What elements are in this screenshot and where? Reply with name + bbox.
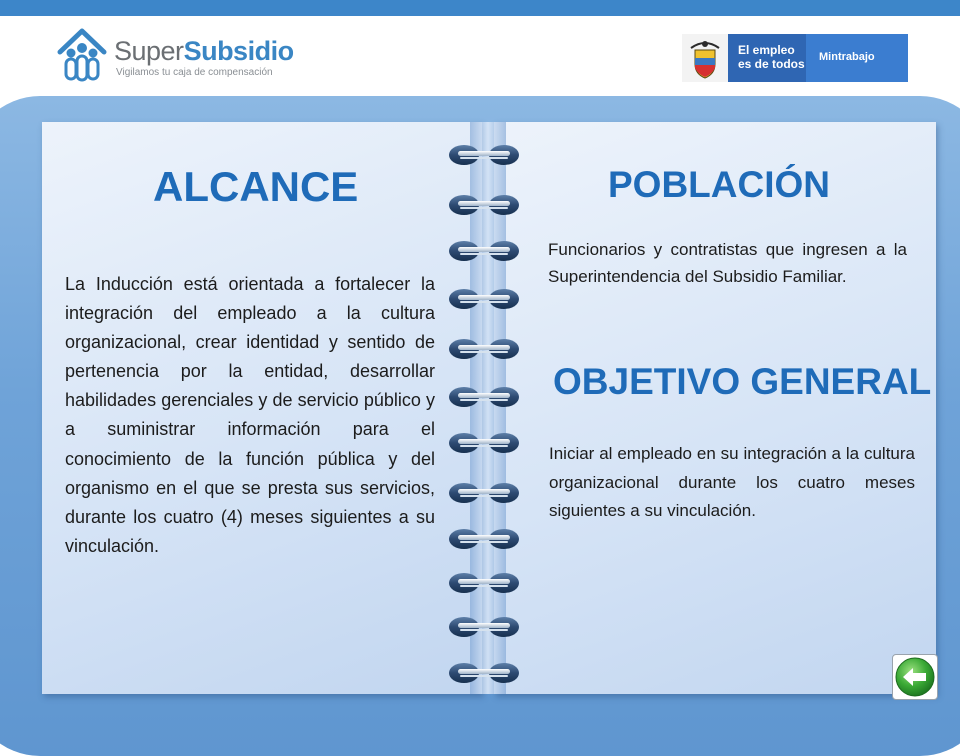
badge-slogan-line2: es de todos bbox=[738, 57, 805, 71]
spiral-ring bbox=[444, 478, 524, 508]
alcance-text: La Inducción está orientada a fortalecer la integración del empleado a la cultura organizacional, crear identidad y sentido de pertenencia por la entidad, desarrollar habilidades gerenciales y de servicio público y a suministrar información para el conocimiento de la función pública y del organismo en el que se presta sus servicios, durante los cuatro (4) meses siguientes a su vinculación. bbox=[65, 274, 435, 556]
spiral-ring bbox=[444, 612, 524, 642]
government-badge bbox=[682, 34, 908, 82]
logo-name-part1: Super bbox=[114, 36, 184, 66]
spiral-ring bbox=[444, 382, 524, 412]
spiral-ring bbox=[444, 236, 524, 266]
back-arrow-icon bbox=[893, 655, 937, 699]
right-page bbox=[494, 122, 936, 694]
back-button[interactable] bbox=[892, 654, 938, 700]
spiral-ring bbox=[444, 140, 524, 170]
objetivo-general-title: OBJETIVO GENERAL bbox=[553, 361, 932, 402]
spiral-ring bbox=[444, 568, 524, 598]
supersubsidio-logo bbox=[56, 26, 316, 84]
badge-slogan-line1: El empleo bbox=[738, 43, 795, 57]
badge-ministry: Mintrabajo bbox=[819, 51, 875, 63]
spiral-ring bbox=[444, 334, 524, 364]
spiral-ring bbox=[444, 190, 524, 220]
logo-tagline: Vigilamos tu caja de compensación bbox=[116, 67, 273, 78]
spiral-ring bbox=[444, 428, 524, 458]
alcance-title: ALCANCE bbox=[153, 163, 359, 210]
logo-name bbox=[114, 36, 294, 67]
family-house-icon bbox=[56, 26, 108, 84]
spiral-ring bbox=[444, 284, 524, 314]
spiral-ring bbox=[444, 524, 524, 554]
objetivo-general-text: Iniciar al empleado en su integración a la cultura organizacional durante los cuatro meses siguientes a su vinculación. bbox=[549, 444, 915, 520]
top-bar bbox=[0, 0, 960, 16]
poblacion-title: POBLACIÓN bbox=[608, 164, 830, 205]
logo-name-part2: Subsidio bbox=[183, 36, 294, 66]
spiral-ring bbox=[444, 658, 524, 688]
poblacion-text: Funcionarios y contratistas que ingresen a la Superintendencia del Subsidio Familiar. bbox=[548, 240, 907, 286]
colombia-coat-of-arms-icon bbox=[682, 34, 728, 82]
